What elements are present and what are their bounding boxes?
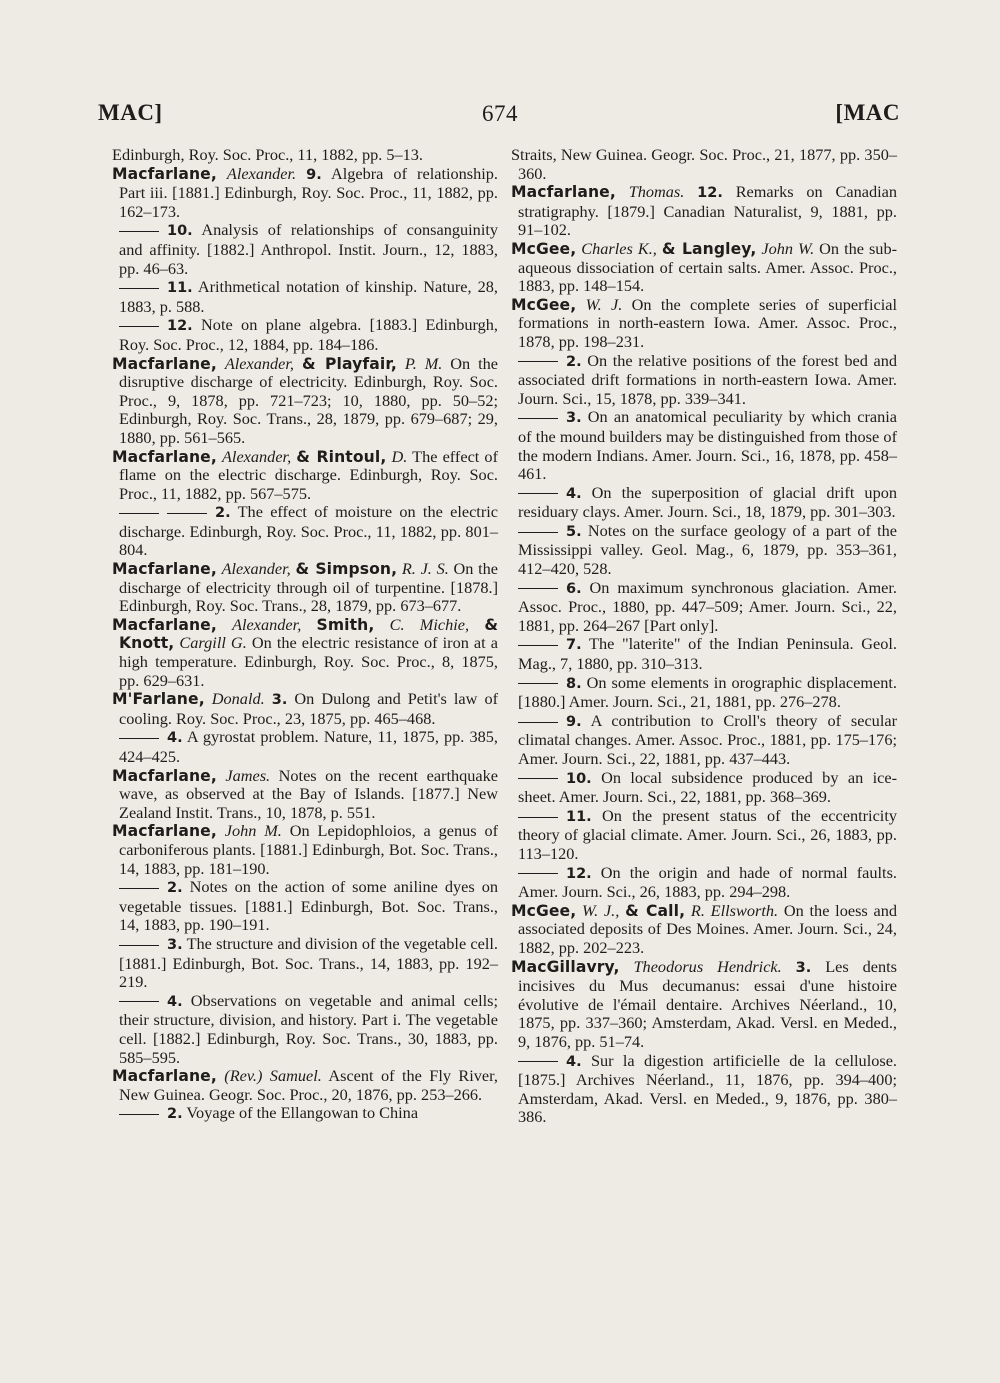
entry-number: 12. bbox=[697, 185, 723, 202]
right-column bbox=[511, 146, 897, 1127]
entry-number: 5. bbox=[566, 523, 582, 540]
entry-number: 3. bbox=[795, 959, 812, 976]
ditto-dash bbox=[119, 945, 159, 946]
entry-number: 4. bbox=[566, 1053, 582, 1070]
bibliography-entry bbox=[112, 935, 498, 992]
ditto-dash bbox=[119, 231, 159, 232]
ditto-dash bbox=[518, 361, 558, 362]
running-head-right: [MAC bbox=[835, 100, 900, 125]
entry-number: 4. bbox=[566, 485, 582, 502]
ditto-dash bbox=[119, 888, 159, 889]
entry-text: A gyrostat problem. Nature, 11, 1875, pp. 385, 424–425. bbox=[119, 727, 498, 766]
bibliography-entry bbox=[112, 616, 498, 690]
entry-text: Straits, New Guinea. Geogr. Soc. Proc., 21, 1877, pp. 350–360. bbox=[511, 145, 897, 183]
author-surname: Macfarlane, bbox=[112, 354, 217, 373]
ditto-dash bbox=[518, 532, 558, 533]
author-surname: M'Farlane, bbox=[112, 690, 205, 709]
bibliography-entry bbox=[112, 1067, 498, 1104]
entry-text: On the origin and hade of normal faults. Amer. Journ. Sci., 26, 1883, pp. 294–298. bbox=[518, 862, 897, 902]
coauthor-surname: & Call, bbox=[625, 901, 686, 920]
ditto-dash bbox=[518, 683, 558, 684]
entry-text: Ascent of the Fly River, New Guinea. Geogr. Soc. Proc., 20, 1876, pp. 253–266. bbox=[119, 1066, 498, 1104]
ditto-dash bbox=[518, 722, 558, 723]
running-head-left: MAC] bbox=[98, 100, 163, 125]
bibliography-entry bbox=[511, 769, 897, 807]
entry-text: A contribution to Croll's theory of secular climatal changes. Amer. Assoc. Proc., 1881, pp. 175–176; Amer. Journ. Sci., 22, 1881, pp. 437–443. bbox=[518, 710, 897, 768]
ditto-dash bbox=[518, 588, 558, 589]
entry-text: Observations on vegetable and animal cells; their structure, division, and history. Part i. The vegetable cell. [1882.] Edinburgh, Roy. Soc. Trans., 30, 1883, pp. 585–595. bbox=[119, 990, 498, 1067]
entry-number: 2. bbox=[167, 880, 183, 897]
bibliography-entry bbox=[511, 712, 897, 769]
left-column bbox=[112, 146, 498, 1124]
coauthor-given-name: R. Ellsworth. bbox=[690, 900, 779, 920]
author-given-name: Donald. bbox=[211, 689, 265, 709]
coauthor-given-name: John W. bbox=[761, 238, 815, 258]
entry-number: 4. bbox=[167, 993, 183, 1010]
author-surname: Macfarlane, bbox=[112, 447, 217, 466]
author-given-name: W. J., bbox=[582, 900, 620, 920]
author-surname: Macfarlane, bbox=[112, 822, 217, 841]
entry-number: 9. bbox=[566, 713, 582, 730]
author-surname: Macfarlane, bbox=[112, 1067, 217, 1086]
entry-text: Remarks on Canadian stratigraphy. [1879.] Canadian Naturalist, 9, 1881, pp. 91–102. bbox=[518, 182, 897, 240]
bibliography-entry bbox=[112, 221, 498, 278]
bibliography-entry bbox=[511, 674, 897, 712]
bibliography-entry bbox=[511, 408, 897, 483]
entry-number: 12. bbox=[167, 318, 193, 335]
ditto-dash bbox=[119, 288, 159, 289]
entry-text: The structure and division of the vegetable cell. [1881.] Edinburgh, Bot. Soc. Trans., 14, 1883, pp. 192–219. bbox=[119, 933, 499, 992]
author-given-name: Charles K., bbox=[581, 238, 657, 258]
author-given-name: Alexander, bbox=[221, 446, 292, 466]
bibliography-entry bbox=[511, 1052, 897, 1127]
bibliography-entry bbox=[112, 165, 498, 222]
entry-text: Notes on the recent earthquake wave, as observed at the Bay of Islands. [1877.] New Zealand Instit. Trans., 10, 1878, p. 551. bbox=[119, 765, 499, 822]
entry-text: On the relative positions of the forest bed and associated drift formations in north-eastern Iowa. Amer. Journ. Sci., 15, 1878, pp. 339–341. bbox=[518, 350, 897, 408]
entry-text: Sur la digestion artificielle de la cellulose. [1875.] Archives Néerland., 11, 1876, pp. 394–400; Amsterdam, Akad. Versl. en Meded., 9, 1876, pp. 380–386. bbox=[518, 1050, 897, 1127]
author-surname: McGee, bbox=[511, 901, 577, 920]
author-given-name: (Rev.) Samuel. bbox=[224, 1066, 322, 1086]
entry-text: On some elements in orographic displacement. [1880.] Amer. Journ. Sci., 21, 1881, pp. 276–278. bbox=[518, 672, 897, 712]
author-given-name: John M. bbox=[224, 821, 282, 841]
ditto-dash bbox=[518, 778, 558, 779]
entry-text: On maximum synchronous glaciation. Amer. Assoc. Proc., 1880, pp. 447–509; Amer. Journ. Sci., 22, 1881, pp. 264–267 [Part only]. bbox=[518, 577, 897, 635]
author-surname: Macfarlane, bbox=[112, 615, 217, 634]
bibliography-entry bbox=[112, 878, 498, 935]
entry-number: 10. bbox=[566, 770, 592, 787]
entry-number: 4. bbox=[167, 730, 183, 747]
entry-text: Analysis of relationships of consanguinity and affinity. [1882.] Anthropol. Instit. Journ., 12, 1883, pp. 46–63. bbox=[119, 220, 499, 278]
entry-text: On the disruptive discharge of electricity. Edinburgh, Roy. Soc. Proc., 9, 1878, pp. 721–723; 10, 1880, pp. 50–52; Edinburgh, Roy. Soc. Trans., 28, 1879, pp. 679–687; 29, 1880, pp. 561–565. bbox=[119, 353, 499, 447]
ditto-dash bbox=[518, 1061, 558, 1062]
bibliography-entry bbox=[511, 484, 897, 522]
entry-text: Arithmetical notation of kinship. Nature, 28, 1883, p. 588. bbox=[119, 277, 499, 316]
entry-text: Algebra of relationship. Part iii. [1881.] Edinburgh, Roy. Soc. Proc., 11, 1882, pp. 162–173. bbox=[119, 163, 498, 221]
bibliography-entry bbox=[511, 635, 897, 673]
coauthor-surname: & Simpson, bbox=[295, 560, 398, 579]
entry-text: On the loess and associated deposits of Des Moines. Amer. Journ. Sci., 24, 1882, pp. 202–223. bbox=[518, 900, 898, 957]
coauthor-given-name: R. J. S. bbox=[401, 559, 449, 579]
author-given-name: James. bbox=[225, 765, 271, 785]
entry-text: On the electric resistance of iron at a high temperature. Edinburgh, Roy. Soc. Proc., 8, 1875, pp. 629–631. bbox=[119, 633, 498, 690]
coauthor-given-name: P. M. bbox=[404, 353, 443, 373]
entry-text: On the present status of the eccentricity theory of glacial climate. Amer. Journ. Sci., 26, 1883, pp. 113–120. bbox=[518, 805, 897, 863]
bibliography-entry bbox=[511, 579, 897, 636]
entry-text: On Lepidophloios, a genus of carboniferous plants. [1881.] Edinburgh, Bot. Soc. Trans., 14, 1883, pp. 181–190. bbox=[119, 821, 499, 878]
bibliography-entry bbox=[112, 355, 498, 448]
bibliography-entry bbox=[511, 296, 897, 352]
ditto-dash bbox=[518, 418, 558, 419]
entry-number: 10. bbox=[167, 223, 193, 240]
entry-text: Les dents incisives du Mus decumanus: essai d'une histoire évolutive de l'émail dentaire. Archives Néerland., 10, 1875, pp. 337–360; Amsterdam, Akad. Versl. en Meded., 9, 1876, pp. 51–74. bbox=[518, 956, 897, 1051]
bibliography-entry bbox=[112, 146, 498, 165]
bibliography-entry bbox=[511, 240, 897, 296]
entry-text: The effect of flame on the electric discharge. Edinburgh, Roy. Soc. Proc., 11, 1882, pp. 567–575. bbox=[119, 446, 498, 503]
author-given-name: Alexander, bbox=[232, 614, 302, 634]
ditto-dash bbox=[119, 326, 159, 327]
bibliography-entry bbox=[112, 728, 498, 766]
ditto-dash bbox=[119, 513, 159, 514]
bibliography-entry bbox=[511, 183, 897, 240]
entry-text: Edinburgh, Roy. Soc. Proc., 11, 1882, pp. 5–13. bbox=[112, 145, 423, 164]
page-number: 674 bbox=[482, 101, 518, 126]
bibliography-entry bbox=[511, 146, 897, 183]
entry-number: 9. bbox=[306, 166, 322, 183]
bibliography-entry bbox=[511, 352, 897, 409]
entry-text: On an anatomical peculiarity by which crania of the mound builders may be distinguished from those of the modern Indians. Amer. Journ. Sci., 16, 1878, pp. 458–461. bbox=[518, 407, 898, 484]
entry-text: On the complete series of superficial formations in north-eastern Iowa. Amer. Assoc. Proc., 1878, pp. 198–231. bbox=[518, 294, 897, 351]
ditto-dash bbox=[518, 645, 558, 646]
bibliography-entry bbox=[112, 503, 498, 560]
coauthor-given-name: C. Michie, bbox=[389, 614, 470, 634]
author-surname: MacGillavry, bbox=[511, 957, 620, 976]
bibliography-entry bbox=[112, 992, 498, 1067]
coauthor-surname: & Playfair, bbox=[301, 354, 397, 373]
entry-number: 8. bbox=[566, 675, 582, 692]
author-given-name: Theodorus Hendrick. bbox=[633, 956, 782, 976]
entry-number: 7. bbox=[566, 637, 582, 654]
entry-text: Notes on the action of some aniline dyes on vegetable tissues. [1881.] Edinburgh, Bot. Soc. Trans., 14, 1883, pp. 190–191. bbox=[119, 877, 498, 935]
ditto-dash bbox=[119, 1114, 159, 1115]
ditto-dash bbox=[518, 817, 558, 818]
ditto-dash bbox=[167, 513, 207, 514]
bibliography-entry bbox=[511, 522, 897, 579]
author-surname: Macfarlane, bbox=[112, 560, 217, 579]
entry-text: Notes on the surface geology of a part of the Mississippi valley. Geol. Mag., 6, 1879, pp. 353–361, 412–420, 528. bbox=[518, 520, 898, 579]
entry-number: 3. bbox=[271, 692, 288, 709]
bibliography-entry bbox=[511, 864, 897, 902]
entry-text: On local subsidence produced by an ice-sheet. Amer. Journ. Sci., 22, 1881, pp. 368–369. bbox=[518, 767, 897, 807]
coauthor-given-name: D. bbox=[391, 446, 408, 466]
entry-text: Voyage of the Ellangowan to China bbox=[186, 1103, 419, 1123]
ditto-dash bbox=[119, 1001, 159, 1002]
author-given-name: Thomas. bbox=[628, 182, 685, 202]
author-given-name: Alexander. bbox=[226, 163, 297, 183]
bibliography-entry bbox=[112, 560, 498, 616]
bibliography-entry bbox=[112, 767, 498, 823]
bibliography-entry bbox=[112, 822, 498, 878]
entry-text: On the discharge of electricity through oil of turpentine. [1878.] Edinburgh, Roy. Soc. Trans., 28, 1879, pp. 673–677. bbox=[119, 559, 499, 616]
author-surname: Macfarlane, bbox=[112, 766, 217, 785]
bibliography-entry bbox=[511, 902, 897, 958]
entry-text: On the superposition of glacial drift upon residuary clays. Amer. Journ. Sci., 18, 1879, pp. 301–303. bbox=[518, 482, 897, 522]
bibliography-entry bbox=[112, 448, 498, 504]
entry-number: 12. bbox=[566, 865, 592, 882]
entry-text: On Dulong and Petit's law of cooling. Roy. Soc. Proc., 23, 1875, pp. 465–468. bbox=[119, 689, 499, 728]
bibliography-entry bbox=[112, 278, 498, 316]
ditto-dash bbox=[518, 493, 558, 494]
ditto-dash bbox=[518, 873, 558, 874]
coauthor-surname: & Langley, bbox=[661, 239, 757, 258]
author-surname: Macfarlane, bbox=[112, 164, 217, 183]
coauthor-surname: & Rintoul, bbox=[296, 447, 387, 466]
entry-text: Note on plane algebra. [1883.] Edinburgh, Roy. Soc. Proc., 12, 1884, pp. 184–186. bbox=[119, 315, 498, 354]
author-given-name: Alexander, bbox=[221, 559, 291, 579]
entry-number: 6. bbox=[566, 580, 582, 597]
entry-text: The effect of moisture on the electric discharge. Edinburgh, Roy. Soc. Proc., 11, 1882, pp. 801–804. bbox=[119, 502, 498, 560]
entry-text: The "laterite" of the Indian Peninsula. Geol. Mag., 7, 1880, pp. 310–313. bbox=[518, 634, 897, 674]
entry-number: 11. bbox=[566, 808, 592, 825]
coauthor-given-name: Cargill G. bbox=[179, 633, 247, 653]
entry-number: 3. bbox=[167, 936, 183, 953]
ditto-dash bbox=[119, 738, 159, 739]
author-given-name: W. J. bbox=[585, 294, 623, 314]
entry-number: 2. bbox=[215, 505, 231, 522]
entry-number: 2. bbox=[566, 353, 582, 370]
author-surname: McGee, bbox=[511, 239, 577, 258]
bibliography-entry bbox=[511, 958, 897, 1052]
author-surname: McGee, bbox=[511, 295, 577, 314]
bibliography-entry bbox=[112, 316, 498, 354]
entry-number: 2. bbox=[167, 1106, 183, 1123]
entry-number: 11. bbox=[167, 280, 193, 297]
entry-number: 3. bbox=[566, 410, 582, 427]
coauthor-surname: Smith, bbox=[316, 615, 375, 634]
bibliography-entry bbox=[511, 807, 897, 864]
bibliography-entry bbox=[112, 1104, 498, 1124]
entry-text: On the sub-aqueous dissociation of certain salts. Amer. Assoc. Proc., 1883, pp. 148–154. bbox=[518, 238, 898, 296]
coauthor-surname: & Knott, bbox=[119, 615, 499, 653]
author-given-name: Alexander, bbox=[224, 353, 294, 373]
author-surname: Macfarlane, bbox=[511, 183, 616, 202]
bibliography-entry bbox=[112, 690, 498, 728]
